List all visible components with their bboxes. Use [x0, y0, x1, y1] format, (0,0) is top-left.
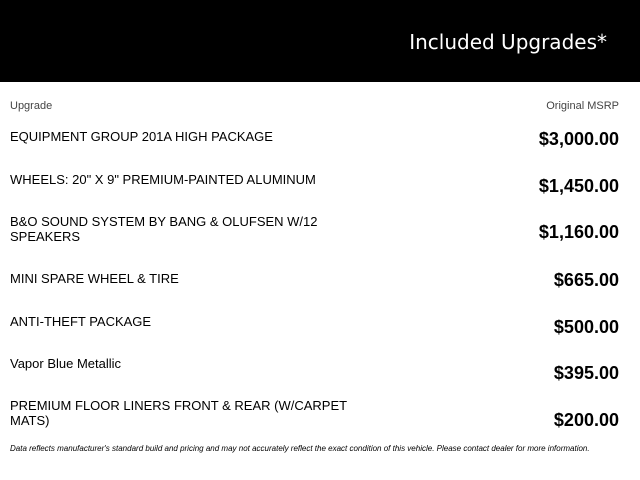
column-header-msrp: Original MSRP — [546, 100, 619, 112]
page-title: Included Upgrades* — [409, 30, 607, 54]
upgrade-row — [0, 398, 640, 444]
upgrade-name: WHEELS: 20" X 9" PREMIUM-PAINTED ALUMINUM — [10, 172, 316, 187]
upgrade-row — [0, 214, 640, 260]
disclaimer-footnote: Data reflects manufacturer's standard build and pricing and may not accurately reflect the exact condition of this vehicle. Please contact dealer for more information. — [10, 444, 590, 453]
upgrade-price: $200.00 — [553, 410, 619, 430]
upgrade-price: $3,000.00 — [538, 129, 619, 149]
upgrade-row — [0, 172, 640, 218]
upgrade-name: ANTI-THEFT PACKAGE — [10, 314, 152, 329]
upgrade-price: $395.00 — [553, 363, 619, 383]
upgrade-row — [0, 271, 640, 317]
upgrade-price: $665.00 — [553, 270, 619, 290]
upgrade-row — [0, 129, 640, 175]
upgrade-price: $500.00 — [553, 317, 619, 337]
upgrade-name: EQUIPMENT GROUP 201A HIGH PACKAGE — [10, 129, 273, 144]
upgrade-row — [0, 314, 640, 360]
upgrade-name: Vapor Blue Metallic — [10, 356, 122, 371]
upgrade-price: $1,450.00 — [538, 176, 619, 196]
upgrade-name: MINI SPARE WHEEL & TIRE — [10, 271, 179, 286]
upgrade-name: PREMIUM FLOOR LINERS FRONT & REAR (W/CARPET MATS) — [10, 398, 347, 428]
upgrade-price: $1,160.00 — [538, 222, 619, 242]
header-banner — [0, 0, 640, 82]
column-header-upgrade: Upgrade — [10, 100, 53, 112]
upgrade-name: B&O SOUND SYSTEM BY BANG & OLUFSEN W/12 SPEAKERS — [10, 214, 318, 244]
upgrade-row — [0, 356, 640, 402]
